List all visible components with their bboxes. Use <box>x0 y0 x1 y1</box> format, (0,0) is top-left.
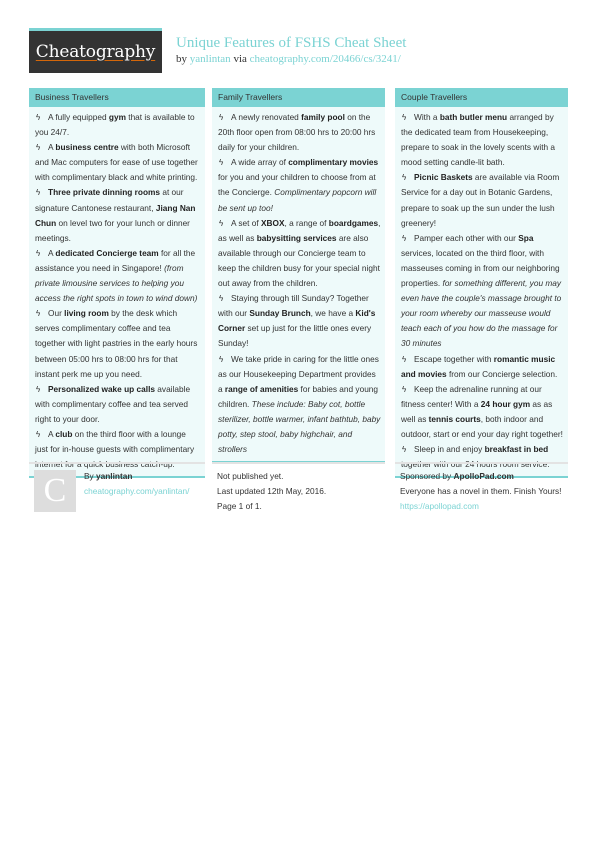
lightning-bolt-icon: ϟ <box>36 429 41 439</box>
item-text: are available via Room Service for a day out in Botanic Gardens, prepare to soak up the sun under the lush greenery! <box>401 172 560 228</box>
item-text: for all the assistance you need in Singapore! <box>35 247 196 273</box>
list-item <box>218 216 381 291</box>
lightning-bolt-icon: ϟ <box>219 218 224 228</box>
list-item <box>35 382 201 427</box>
item-text: on the third floor with a lounge just for in-house guests with complimentary internet for a quick business catch-up. <box>35 428 195 470</box>
sheet-header <box>176 35 406 66</box>
logo-text: Cheatography <box>35 42 156 62</box>
lightning-bolt-icon: ϟ <box>219 113 224 122</box>
list-item <box>35 185 201 245</box>
bold-phrase: Picnic Baskets <box>414 172 473 183</box>
item-text: by the desk which serves complimentary coffee and tea together with light pastries in the early hours between 05:00 hrs to 08:00 hrs for that instant perk me up you need. <box>35 308 198 379</box>
bold-phrase: gym <box>108 112 126 122</box>
column-couple-travellers <box>395 88 568 478</box>
section-body <box>395 107 568 476</box>
bold-phrase: boardgames <box>328 217 379 228</box>
item-text: with both Microsoft and Mac computers for ease of use together with complimentary black and white printing. <box>35 142 198 183</box>
item-text: arranged by the dedicated team from Housekeeping, prepare to soak in the lovely scents with a mood setting candle-lit bath. <box>401 112 556 168</box>
by-label: by <box>176 53 187 65</box>
item-text: A wide array of <box>231 157 289 168</box>
item-text: A <box>48 247 56 258</box>
item-text: A <box>48 428 56 439</box>
list-item <box>401 382 564 442</box>
sponsor-text: Everyone has a novel in them. Finish Yours! <box>400 486 562 496</box>
list-item <box>35 306 201 381</box>
item-text: , a range of <box>284 217 329 228</box>
bold-phrase: range of amenities <box>224 383 299 394</box>
lightning-bolt-icon: ϟ <box>402 354 407 364</box>
item-text: at our signature Cantonese restaurant, <box>35 187 184 213</box>
page-count: Page 1 of 1. <box>217 501 262 511</box>
item-text: A newly renovated <box>231 112 302 122</box>
item-text: Keep the adrenaline running at our fitness center! With a <box>401 383 542 409</box>
lightning-bolt-icon: ϟ <box>219 294 224 304</box>
lightning-bolt-icon: ϟ <box>36 248 41 258</box>
item-text: , we have a <box>310 308 356 319</box>
list-item <box>401 231 564 352</box>
list-item <box>218 291 381 351</box>
publish-status: Not published yet. <box>217 471 284 481</box>
item-text: on level two for your lunch or dinner meetings. <box>35 217 190 243</box>
list-item <box>401 352 564 382</box>
item-text: Our <box>48 308 65 319</box>
bold-phrase: Three private dinning rooms <box>48 187 161 198</box>
item-text: , as well as <box>218 217 381 243</box>
cheatography-logo[interactable] <box>29 28 162 73</box>
list-item <box>218 110 381 155</box>
sponsor-name[interactable]: ApolloPad.com <box>453 471 514 481</box>
sponsor-line <box>400 469 568 484</box>
italic-note: for something different, you may even have the couple's massage brought to your room whereby our masseuse would teach each of you how do the massage for 30 minutes <box>401 278 562 349</box>
list-item <box>35 140 201 185</box>
author-link[interactable]: yanlintan <box>189 53 231 65</box>
bold-phrase: business centre <box>55 142 119 153</box>
item-text: available with complimentary coffee and tea served right to your door. <box>35 383 191 424</box>
footer-author <box>29 462 205 529</box>
item-text: A fully equipped <box>48 112 109 122</box>
lightning-bolt-icon: ϟ <box>219 158 224 168</box>
bold-phrase: Sunday Brunch <box>249 308 311 319</box>
lightning-bolt-icon: ϟ <box>36 113 41 122</box>
via-label: via <box>233 53 247 65</box>
bold-phrase: family pool <box>301 112 345 122</box>
list-item <box>218 155 381 215</box>
item-text: set up just for the little ones every Sunday! <box>218 323 372 349</box>
list-item <box>218 352 381 458</box>
section-title: Family Travellers <box>212 88 385 107</box>
bold-phrase: romantic music and movies <box>401 353 556 379</box>
lightning-bolt-icon: ϟ <box>36 188 41 198</box>
lightning-bolt-icon: ϟ <box>402 233 407 243</box>
avatar[interactable]: C <box>34 470 76 512</box>
sheet-url-link[interactable]: cheatography.com/20466/cs/3241/ <box>249 53 401 65</box>
italic-note: (from private limousine services to helping you access the right spots in town to wind down) <box>35 262 198 304</box>
bold-phrase: living room <box>64 308 109 319</box>
bold-phrase: babysitting services <box>256 232 337 243</box>
list-item <box>401 170 564 230</box>
list-item <box>35 110 201 140</box>
item-text: for you and your children to choose from at the Concierge. <box>218 172 376 198</box>
column-family-travellers <box>212 88 385 463</box>
bold-phrase: Spa <box>518 232 534 243</box>
footer-status <box>212 462 385 514</box>
bold-phrase: tennis courts <box>428 413 481 424</box>
byline <box>176 52 406 66</box>
item-text: A set of <box>231 217 261 228</box>
lightning-bolt-icon: ϟ <box>402 173 407 183</box>
lightning-bolt-icon: ϟ <box>36 384 41 394</box>
italic-note: Complimentary popcorn will be sent up too! <box>218 187 377 213</box>
bold-phrase: dedicated Concierge team <box>55 247 159 258</box>
bold-phrase: club <box>55 428 73 439</box>
item-text: Pamper each other with our <box>414 232 519 243</box>
item-text: that is available to you 24/7. <box>35 112 195 138</box>
footer-author-name[interactable]: yanlintan <box>96 471 133 481</box>
list-item <box>35 246 201 306</box>
section-body <box>29 107 205 476</box>
item-text: , both indoor and outdoor, start or end your day right together! <box>401 413 563 439</box>
list-item <box>401 110 564 170</box>
item-text: as as well as <box>401 398 553 424</box>
bold-phrase: complimentary movies <box>288 157 379 168</box>
item-text: A <box>48 142 56 153</box>
item-text: for babies and young children. <box>218 383 379 409</box>
author-line <box>84 469 205 484</box>
author-profile-link[interactable]: cheatography.com/yanlintan/ <box>84 486 190 496</box>
item-text: services, located on the third floor, with masseuses coming in from our neighboring properties. <box>401 247 560 289</box>
bold-phrase: bath butler menu <box>439 112 508 122</box>
lightning-bolt-icon: ϟ <box>219 354 224 364</box>
bold-phrase: Jiang Nan Chun <box>35 202 196 228</box>
item-text: We take pride in caring for the little ones as our Housekeeping Department provides a <box>218 353 379 394</box>
column-business-travellers <box>29 88 205 478</box>
italic-note: These include: Baby cot, bottle sterilizer, bottle warmer, infant bathtub, baby potty, step stool, baby highchair, and strollers <box>218 398 381 455</box>
bold-phrase: breakfast in bed <box>484 444 549 455</box>
lightning-bolt-icon: ϟ <box>36 309 41 319</box>
page-title: Unique Features of FSHS Cheat Sheet <box>176 35 407 51</box>
section-body <box>212 107 385 461</box>
bold-phrase: XBOX <box>260 217 285 228</box>
item-text: are also available through our Concierge team to keep the children busy for your special night out away from the children. <box>218 232 380 289</box>
item-text: Escape together with <box>414 353 494 364</box>
sponsor-label: Sponsored by <box>400 471 452 481</box>
item-text: on the 20th floor open from 08:00 hrs to 20:00 hrs daily for your children. <box>218 112 376 153</box>
by-label: By <box>84 471 94 481</box>
item-text: Staying through till Sunday? Together with our <box>218 293 369 319</box>
lightning-bolt-icon: ϟ <box>402 113 407 122</box>
lightning-bolt-icon: ϟ <box>402 384 407 394</box>
item-text: together with our 24 hours room service. <box>401 459 550 470</box>
section-title: Couple Travellers <box>395 88 568 107</box>
section-title: Business Travellers <box>29 88 205 107</box>
item-text: With a <box>414 112 440 122</box>
item-text: Sleep in and enjoy <box>414 444 485 455</box>
sponsor-link[interactable]: https://apollopad.com <box>400 501 479 511</box>
footer-sponsor <box>395 462 568 514</box>
lightning-bolt-icon: ϟ <box>402 445 407 455</box>
last-updated: Last updated 12th May, 2016. <box>217 486 327 496</box>
bold-phrase: Kid's Corner <box>218 308 376 334</box>
lightning-bolt-icon: ϟ <box>36 143 41 153</box>
bold-phrase: 24 hour gym <box>480 398 531 409</box>
bold-phrase: Personalized wake up calls <box>48 383 155 394</box>
item-text: from our Concierge selection. <box>446 368 558 379</box>
